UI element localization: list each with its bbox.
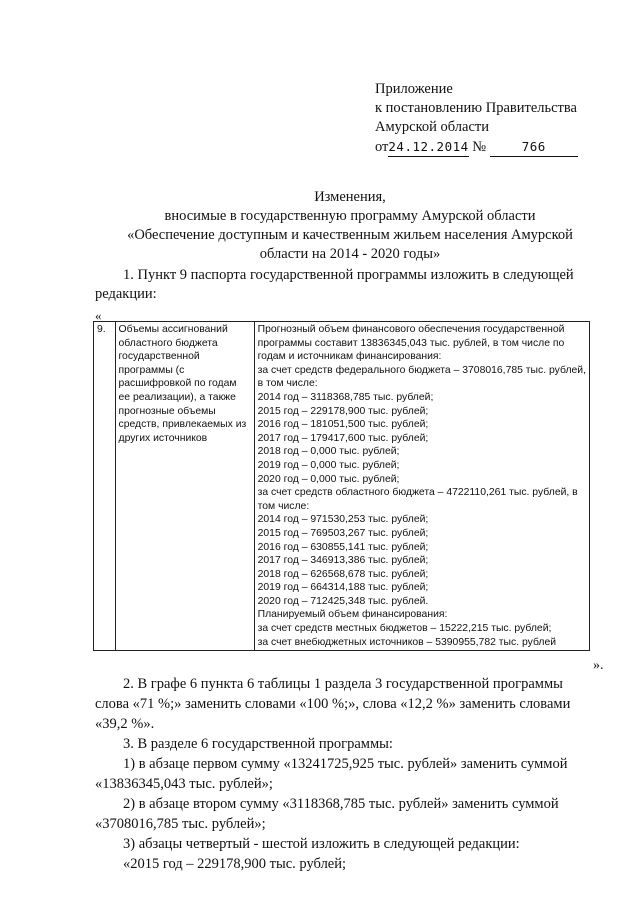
decree-number: 766	[490, 137, 578, 157]
name-line: ее реализации), а также	[118, 391, 236, 403]
text-line: за счет средств областного бюджета – 4722110,261 тыс. рублей, в	[257, 487, 578, 499]
item-1-line-1: 1) в абзаце первом сумму «13241725,925 тыс. рублей» заменить суммой	[123, 756, 568, 772]
item-3-quote-line: «2015 год – 229178,900 тыс. рублей;	[123, 856, 347, 872]
row-text-cell	[254, 322, 589, 651]
text-line: 2019 год – 664314,188 тыс. рублей;	[257, 582, 429, 594]
name-line: областного бюджета	[118, 337, 218, 349]
text-line: за счет средств местных бюджетов – 15222,215 тыс. рублей;	[257, 623, 552, 635]
item-1-line-2: «13836345,043 тыс. рублей»;	[95, 776, 273, 792]
text-line: программы составит 13836345,043 тыс. рублей, в том числе по	[257, 337, 565, 349]
paragraph-2-line-1: 2. В графе 6 пункта 6 таблицы 1 раздела 3 государственной программы	[123, 676, 563, 692]
document-title	[90, 188, 610, 264]
paragraph-2-line-2: слова «71 %;» заменить словами «100 %;», слова «12,2 %» заменить словами	[95, 696, 571, 712]
item-2-line-1: 2) в абзаце втором сумму «3118368,785 тыс. рублей» заменить суммой	[123, 796, 559, 812]
closing-quote: ».	[593, 658, 604, 673]
paragraph-1-line-2: редакции:	[95, 286, 157, 302]
annex-title: Приложение	[375, 81, 453, 97]
text-line: 2020 год – 712425,348 тыс. рублей.	[257, 595, 429, 607]
text-line: 2016 год – 181051,500 тыс. рублей;	[257, 419, 429, 431]
annex-block	[375, 80, 578, 157]
text-line: 2018 год – 626568,678 тыс. рублей;	[257, 568, 429, 580]
text-line: том числе:	[257, 500, 310, 512]
paragraph-3-heading: 3. В разделе 6 государственной программы:	[123, 736, 393, 752]
number-prefix: №	[472, 139, 487, 155]
paragraph-3	[95, 734, 607, 874]
text-line: 2019 год – 0,000 тыс. рублей;	[257, 459, 400, 471]
paragraph-1	[95, 266, 607, 304]
title-line-4: области на 2014 - 2020 годы»	[259, 246, 441, 262]
title-line-3: «Обеспечение доступным и качественным жильем населения Амурской	[127, 227, 573, 243]
text-line: Прогнозный объем финансового обеспечения государственной	[257, 324, 565, 335]
text-line: за счет внебюджетных источников – 5390955,782 тыс. рублей	[257, 636, 557, 648]
text-line: 2017 год – 346913,386 тыс. рублей;	[257, 555, 429, 567]
text-line: за счет средств федерального бюджета – 3708016,785 тыс. рублей,	[257, 364, 586, 376]
name-line: расшифровкой по годам	[118, 378, 237, 390]
annex-date-line	[375, 137, 578, 157]
table-row	[94, 322, 590, 651]
annex-line-region: Амурской области	[375, 119, 489, 135]
decree-date: 24.12.2014	[388, 137, 468, 157]
name-line: средств, привлекаемых из	[118, 419, 247, 431]
paragraph-1-line-1: 1. Пункт 9 паспорта государственной программы изложить в следующей	[123, 267, 574, 283]
text-line: 2017 год – 179417,600 тыс. рублей;	[257, 432, 429, 444]
name-line: государственной	[118, 351, 200, 363]
opening-quote: «	[95, 308, 102, 323]
text-line: в том числе:	[257, 378, 318, 390]
text-line: 2016 год – 630855,141 тыс. рублей;	[257, 541, 429, 553]
text-line: 2014 год – 3118368,785 тыс. рублей;	[257, 391, 434, 403]
text-line: 2015 год – 229178,900 тыс. рублей;	[257, 405, 429, 417]
text-line: 2015 год – 769503,267 тыс. рублей;	[257, 527, 429, 539]
text-line: годам и источникам финансирования:	[257, 351, 442, 363]
passport-table	[93, 321, 590, 651]
paragraph-2	[95, 674, 607, 734]
text-line: 2014 год – 971530,253 тыс. рублей;	[257, 514, 429, 526]
item-3-line: 3) абзацы четвертый - шестой изложить в следующей редакции:	[123, 836, 520, 852]
text-line: Планируемый объем финансирования:	[257, 609, 448, 621]
annex-line-decree: к постановлению Правительства	[375, 100, 577, 116]
title-line-1: Изменения,	[314, 189, 386, 205]
name-line: других источников	[118, 432, 208, 444]
paragraph-2-line-3: «39,2 %».	[95, 716, 155, 732]
item-2-line-2: «3708016,785 тыс. рублей»;	[95, 816, 266, 832]
title-line-2: вносимые в государственную программу Амурской области	[164, 208, 536, 224]
row-name-cell	[115, 322, 254, 651]
name-line: Объемы ассигнований	[118, 324, 228, 335]
text-line: 2018 год – 0,000 тыс. рублей;	[257, 446, 400, 458]
row-number: 9.	[94, 322, 116, 651]
name-line: программы (с	[118, 364, 185, 376]
name-line: прогнозные объемы	[118, 405, 216, 417]
date-prefix: от	[375, 139, 389, 155]
text-line: 2020 год – 0,000 тыс. рублей;	[257, 473, 400, 485]
